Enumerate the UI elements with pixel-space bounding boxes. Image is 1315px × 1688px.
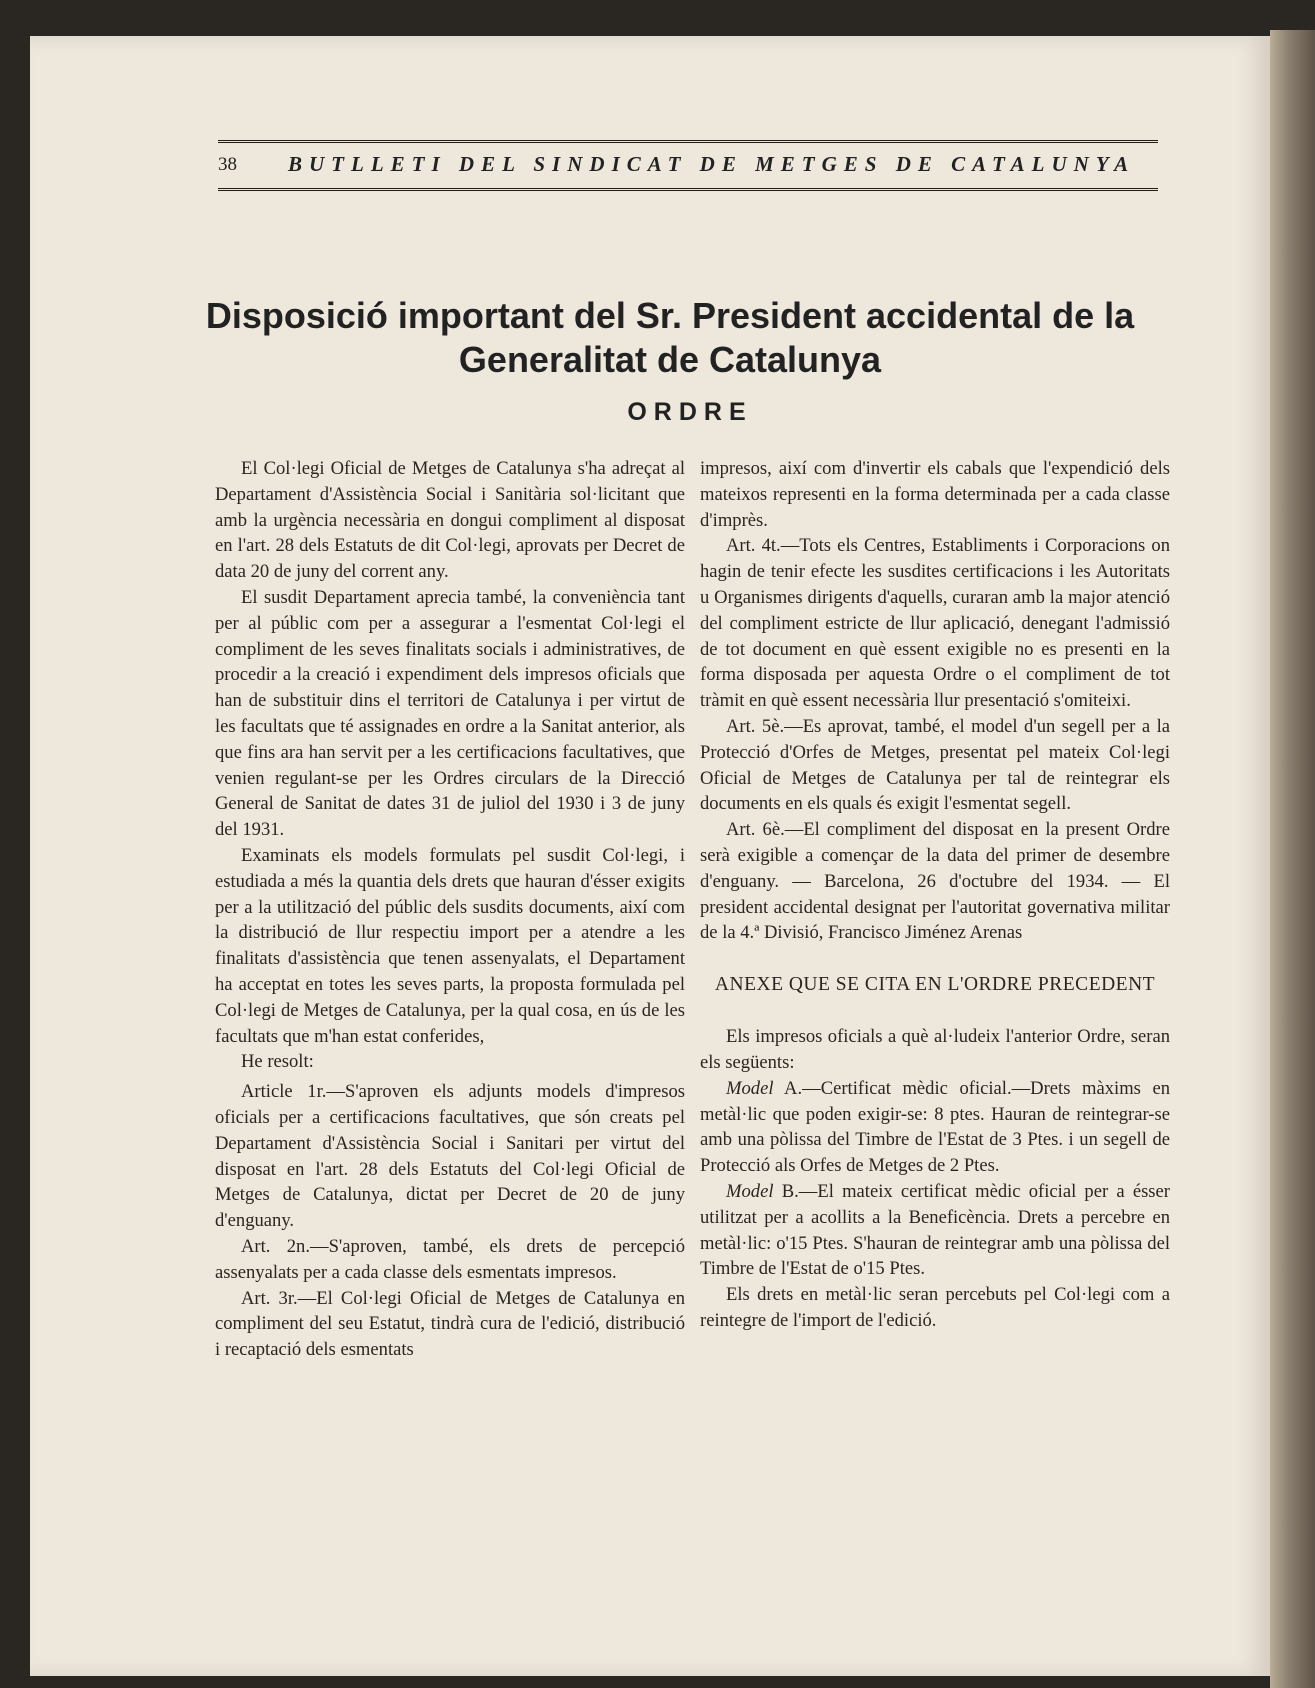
page-number: 38 — [218, 154, 237, 175]
right-column — [700, 456, 1170, 1334]
paragraph: Examinats els models formulats pel susdit Col·legi, i estudiada a més la quantia dels drets que hauran d'ésser exigits per a la utilització del públic dels susdits documents, així com la distribució de llur respectiu import per a atendre a les finalitats d'assistència que tenen assenyalats, el Departament ha acceptat en totes les seves parts, la proposta formulada pel Col·legi de Metges de Catalunya, per la qual cosa, en ús de les facultats que m'han estat conferides, — [215, 844, 685, 1047]
model-a-text: A.—Certificat mèdic oficial.—Drets màxims en metàl·lic que poden exigir-se: 8 ptes. Hauran de reintegrar-se amb una pòlissa del Timbre de l'Estat de 3 Ptes. i un segell de Protecció als Orfes de Metges de 2 Ptes. — [700, 1077, 1170, 1177]
article-3: Art. 3r.—El Col·legi Oficial de Metges de Catalunya en compliment del seu Estatut, tindrà cura de l'edició, distribució i recaptació dels esmentats — [215, 1287, 685, 1361]
paragraph: El Col·legi Oficial de Metges de Catalunya s'ha adreçat al Departament d'Assistència Social i Sanitària sol·licitant que amb la urgència necessària en dongui compliment al disposat en l'art. 28 dels Estatuts de dit Col·legi, aprovats per Decret de data 20 de juny del corrent any. — [215, 458, 685, 583]
page-header — [218, 140, 1158, 196]
paragraph: Els drets en metàl·lic seran percebuts pel Col·legi com a reintegre de l'import de l'edició. — [700, 1284, 1170, 1331]
left-column — [215, 456, 685, 1363]
paragraph: El susdit Departament aprecia també, la conveniència tant per al públic com per a assegurar a l'esmentat Col·legi el compliment de les seves finalitats socials i administratives, de procedir a la creació i expendiment dels impresos oficials que han de substituir dins el territori de Catalunya i per virtut de les facultats que té assignades en ordre a la Sanitat anterior, als que fins ara han servit per a les certificacions facultatives, que venien regulant-se per les Ordres circulars de la Direcció General de Sanitat de dates 31 de juliol del 1930 i 3 de juny del 1931. — [215, 586, 685, 841]
header-bottom-rule — [218, 188, 1158, 195]
paragraph: He resolt: — [241, 1051, 314, 1073]
model-label: Model — [726, 1077, 774, 1099]
model-a — [700, 1076, 1170, 1179]
article-6: Art. 6è.—El compliment del disposat en la present Ordre serà exigible a començar de la data del primer de desembre d'enguany. — Barcelona, 26 d'octubre del 1934. — El president accidental designat per l'autoritat governativa militar de la 4.ª Divisió, Francisco Jiménez Arenas — [700, 819, 1170, 944]
model-label: Model — [726, 1180, 774, 1202]
paragraph: Els impresos oficials a què al·ludeix l'anterior Ordre, seran els següents: — [700, 1026, 1170, 1073]
paragraph: impresos, així com d'invertir els cabals que l'expendició dels mateixos representi en la forma determinada per a cada classe d'imprès. — [700, 458, 1170, 531]
section-heading: ORDRE — [627, 398, 753, 426]
book-spine — [1270, 30, 1315, 1688]
article-title: Disposició important del Sr. President accidental de la Generalitat de Catalunya — [205, 295, 1135, 380]
article-5: Art. 5è.—Es aprovat, també, el model d'un segell per a la Protecció d'Orfes de Metges, presentat pel mateix Col·legi Oficial de Metges de Catalunya per tal de reintegrar els documents en els quals és exigit l'esmentat segell. — [700, 715, 1170, 815]
annex-heading: ANEXE QUE SE CITA EN L'ORDRE PRECEDENT — [714, 974, 1156, 996]
article-2: Art. 2n.—S'aproven, també, els drets de percepció assenyalats per a cada classe dels esmentats impresos. — [215, 1235, 685, 1283]
article-4: Art. 4t.—Tots els Centres, Establiments i Corporacions on hagin de tenir efecte les susdites certificacions i les Autoritats u Organismes dirigents d'aquells, curaran amb la major atenció del compliment estricte de llur aplicació, denegant l'admissió de tot document en què essent exigible no es presenti en la forma disposada per aquesta Ordre o el compliment de tot tràmit en què essent necessària llur presentació s'omiteixi. — [700, 535, 1170, 712]
article-1: Article 1r.—S'aproven els adjunts models d'impresos oficials per a certificacions facultatives, que són creats pel Departament d'Assistència Social i Sanitari per virtut del disposat en l'art. 28 dels Estatuts del Col·legi Oficial de Metges de Catalunya, dictat per Decret de 20 de juny d'enguany. — [215, 1081, 685, 1232]
header-top-rule — [218, 140, 1158, 147]
model-b-text: B.—El mateix certificat mèdic oficial per a ésser utilitzat per a acollits a la Beneficència. Drets a percebre en metàl·lic: o'15 Ptes. S'hauran de reintegrar amb una pòlissa del Timbre de l'Estat de o'15 Ptes. — [700, 1180, 1170, 1280]
running-title: BUTLLETI DEL SINDICAT DE METGES DE CATALUNYA — [288, 152, 1136, 176]
model-b — [700, 1179, 1170, 1282]
